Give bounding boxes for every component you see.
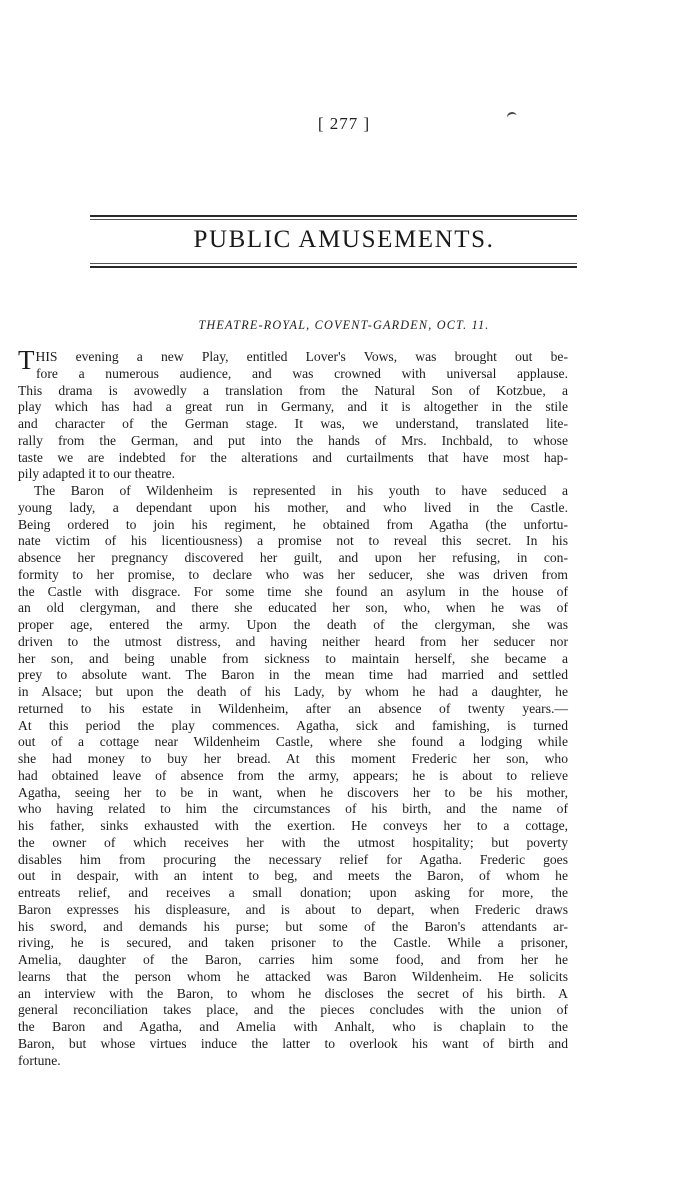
article-line: formity to her promise, to declare who was her seducer, she was driven from bbox=[18, 566, 568, 582]
article-line: The Baron of Wildenheim is represented in his youth to have seduced a bbox=[34, 483, 568, 498]
article-line: This drama is avowedly a translation from the Natural Son of Kotzbue, a bbox=[18, 382, 568, 398]
article-line: the owner of which receives her with the utmost hospitality; but poverty bbox=[18, 834, 568, 850]
ink-mark-icon bbox=[506, 111, 518, 123]
article-line: Being ordered to join his regiment, he obtained from Agatha (the unfortu- bbox=[18, 516, 568, 532]
article-line: disables him from procuring the necessary relief for Agatha. Frederic goes bbox=[18, 851, 568, 867]
article-line: play which has had a great run in Germany, and it is altogether in the stile bbox=[18, 399, 568, 415]
section-title: PUBLIC AMUSEMENTS. bbox=[193, 226, 495, 253]
article-line: rally from the German, and put into the hands of Mrs. Inchbald, to whose bbox=[18, 432, 568, 448]
article-line: the Castle with disgrace. For some time she found an asylum in the house of bbox=[18, 583, 568, 599]
article-line: she had money to buy her bread. At this moment Frederic her son, who bbox=[18, 751, 568, 766]
theatre-heading: THEATRE-ROYAL, COVENT-GARDEN, OCT. 11. bbox=[198, 318, 490, 332]
article-line: Agatha, seeing her to be in want, when he discovers her to be his mother, bbox=[18, 784, 568, 800]
article-line: Baron, but whose virtues induce the latter to overlook his want of birth and bbox=[18, 1035, 568, 1051]
article-line: who having related to him the circumstances of his birth, and the name of bbox=[18, 801, 568, 817]
article-line: in Alsace; but upon the death of his Lady, by whom he had a daughter, he bbox=[18, 684, 568, 699]
article-line: Amelia, daughter of the Baron, carries him some food, and from her he bbox=[18, 952, 568, 967]
page-number: [ 277 ] bbox=[317, 114, 371, 133]
line-text: HIS evening a new Play, entitled Lover's Vows, was brought out be- bbox=[35, 349, 568, 364]
article-line: pily adapted it to our theatre. bbox=[18, 466, 176, 482]
article-line: fortune. bbox=[18, 1052, 61, 1068]
article-line: the Baron and Agatha, and Amelia with Anhalt, who is chaplain to the bbox=[18, 1019, 568, 1034]
article-line: an interview with the Baron, to whom he discloses the secret of his birth. A bbox=[18, 985, 568, 1001]
article-line: and character of the German stage. It was, we understand, translated lite- bbox=[18, 416, 568, 431]
article-line: taste we are indebted for the alterations and curtailments that have most hap- bbox=[18, 449, 568, 465]
title-rule-bottom bbox=[90, 266, 577, 268]
article-line: absence her pregnancy discovered her guilt, and upon her refusing, in con- bbox=[18, 550, 568, 565]
drop-cap: T bbox=[18, 345, 35, 375]
article-line: his sword, and demands his purse; but some of the Baron's attendants ar- bbox=[18, 918, 568, 934]
title-rule-top-thin bbox=[90, 219, 577, 220]
article-line: general reconciliation takes place, and the pieces concludes with the union of bbox=[18, 1002, 568, 1018]
article-line: driven to the utmost distress, and having neither heard from her seducer nor bbox=[18, 633, 568, 649]
article-line: At this period the play commences. Agatha, sick and famishing, is turned bbox=[18, 717, 568, 733]
article-line: learns that the person whom he attacked was Baron Wildenheim. He solicits bbox=[18, 968, 568, 984]
article-line: Baron expresses his displeasure, and is about to depart, when Frederic draws bbox=[18, 901, 568, 917]
article-line: out in despair, with an intent to beg, and meets the Baron, of whom he bbox=[18, 868, 568, 884]
article-line: fore a numerous audience, and was crowned with universal applause. bbox=[36, 365, 568, 381]
article-line: riving, he is secured, and taken prisoner to the Castle. While a prisoner, bbox=[18, 935, 568, 951]
article-line: proper age, entered the army. Upon the death of the clergyman, she was bbox=[18, 617, 568, 632]
article-line: had obtained leave of absence from the army, appears; he is about to relieve bbox=[18, 767, 568, 783]
article-line: her son, and being unable from sickness to maintain herself, she became a bbox=[18, 650, 568, 666]
article-line: entreats relief, and receives a small donation; upon asking for more, the bbox=[18, 885, 568, 900]
article-line: his father, sinks exhausted with the exertion. He conveys her to a cottage, bbox=[18, 818, 568, 833]
article-line: an old clergyman, and there she educated her son, who, when he was of bbox=[18, 600, 568, 616]
article-line: prey to absolute want. The Baron in the mean time had married and settled bbox=[18, 667, 568, 683]
article-body bbox=[18, 345, 568, 1069]
article-line: returned to his estate in Wildenheim, after an absence of twenty years.— bbox=[18, 700, 568, 716]
title-rule-bottom-thin bbox=[90, 263, 577, 264]
article-line: young lady, a dependant upon his mother, and who lived in the Castle. bbox=[18, 499, 568, 515]
article-line: nate victim of his licentiousness) a promise not to reveal this secret. In his bbox=[18, 533, 568, 549]
article-line: out of a cottage near Wildenheim Castle, where she found a lodging while bbox=[18, 734, 568, 750]
title-rule-top bbox=[90, 215, 577, 217]
